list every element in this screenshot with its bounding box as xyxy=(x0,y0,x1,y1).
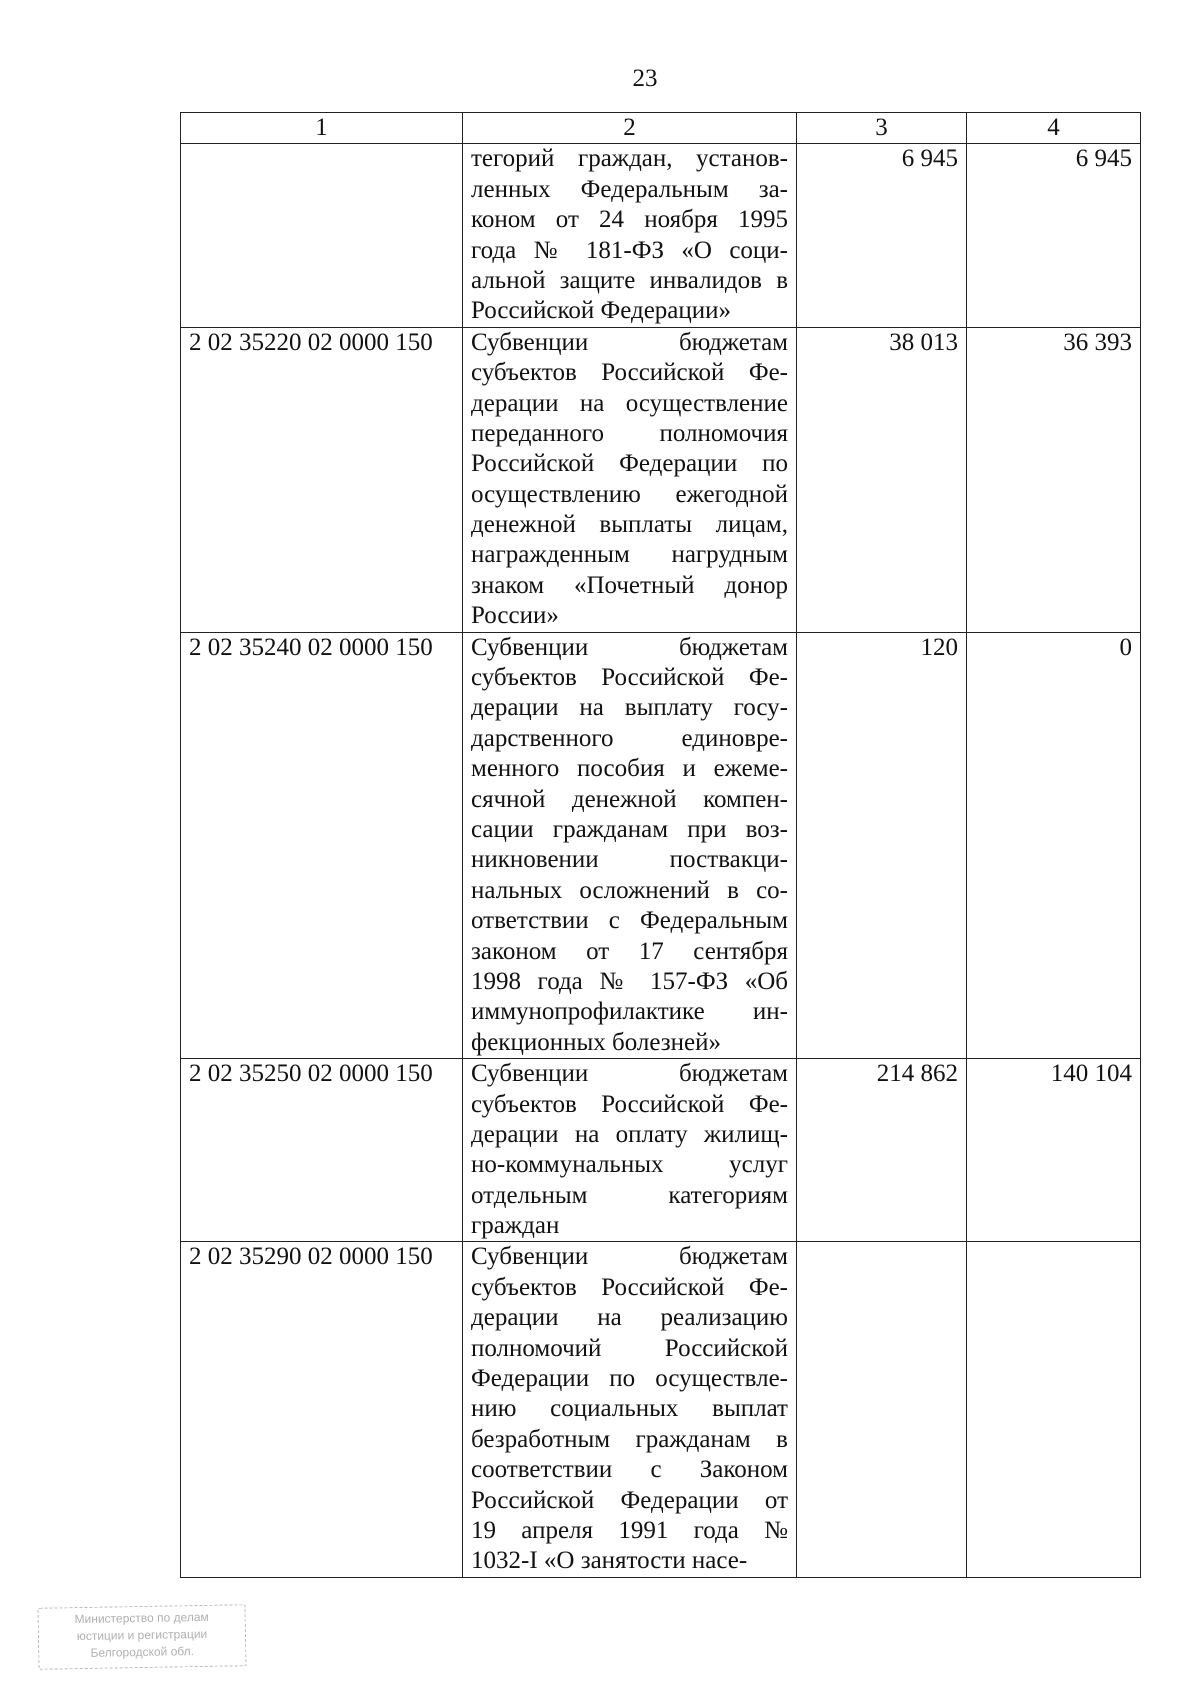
table-row xyxy=(181,327,1141,632)
table-body xyxy=(181,144,1141,1577)
description-line: Субвенции бюджетам xyxy=(471,1243,788,1271)
amount-cell-col4: 0 xyxy=(967,632,1141,1058)
description-line: граждан xyxy=(471,1212,560,1240)
description-line: Российской Федерации от xyxy=(471,1486,788,1514)
registration-stamp xyxy=(37,1604,246,1670)
description-line: года № 181-ФЗ «О соци- xyxy=(471,236,788,264)
amount-cell-col4: 6 945 xyxy=(967,144,1141,327)
description-line: денежной выплаты лицам, xyxy=(471,511,788,539)
stamp-line: Министерство по делам xyxy=(74,1609,209,1627)
description-line: но-коммунальных услуг xyxy=(471,1151,788,1179)
amount-cell-col3: 6 945 xyxy=(797,144,967,327)
amount-cell-col3 xyxy=(797,1242,967,1577)
description-line: знаком «Почетный донор xyxy=(471,571,788,599)
description-line: дерации на оплату жилищ- xyxy=(471,1120,788,1148)
description-line: Российской Федерации по xyxy=(471,450,788,478)
description-line: субъектов Российской Фе- xyxy=(471,1090,788,1118)
budget-code-cell: 2 02 35240 02 0000 150 xyxy=(181,632,463,1058)
description-line: ленных Федеральным за- xyxy=(471,175,788,203)
description-line: Субвенции бюджетам xyxy=(471,633,788,661)
description-cell xyxy=(463,1059,797,1242)
table-row xyxy=(181,632,1141,1058)
budget-table xyxy=(180,112,1141,1578)
table-row xyxy=(181,1059,1141,1242)
stamp-line: юстиции и регистрации xyxy=(76,1626,208,1644)
description-line: награжденным нагрудным xyxy=(471,541,788,569)
description-line: коном от 24 ноября 1995 xyxy=(471,206,788,234)
description-cell xyxy=(463,144,797,327)
description-cell xyxy=(463,1242,797,1577)
description-line: России» xyxy=(471,602,559,630)
amount-cell-col4 xyxy=(967,1242,1141,1577)
amount-cell-col4: 140 104 xyxy=(967,1059,1141,1242)
description-line: осуществлению ежегодной xyxy=(471,480,788,508)
budget-code-cell: 2 02 35220 02 0000 150 xyxy=(181,327,463,632)
description-line: субъектов Российской Фе- xyxy=(471,359,788,387)
description-line: субъектов Российской Фе- xyxy=(471,664,788,692)
description-line: тегорий граждан, установ- xyxy=(471,145,788,173)
stamp-line: Белгородской обл. xyxy=(90,1644,195,1660)
amount-cell-col3: 120 xyxy=(797,632,967,1058)
budget-code-cell xyxy=(181,144,463,327)
description-line: безработным гражданам в xyxy=(471,1425,788,1453)
description-line: 1998 года № 157-ФЗ «Об xyxy=(471,967,788,995)
description-line: Субвенции бюджетам xyxy=(471,328,788,356)
description-line: нальных осложнений в со- xyxy=(471,876,788,904)
header-cell-1: 1 xyxy=(181,113,463,144)
budget-code-cell: 2 02 35290 02 0000 150 xyxy=(181,1242,463,1577)
table-row xyxy=(181,144,1141,327)
description-line: никновении поствакци- xyxy=(471,846,788,874)
page-number: 23 xyxy=(632,65,658,92)
description-line: сации гражданам при воз- xyxy=(471,816,788,843)
description-line: субъектов Российской Фе- xyxy=(471,1273,788,1301)
description-line: полномочий Российской xyxy=(471,1334,788,1362)
description-line: дерации на осуществление xyxy=(471,389,788,417)
description-line: иммунопрофилактике ин- xyxy=(471,998,788,1026)
description-line: Российской Федерации» xyxy=(471,297,732,325)
description-line: Федерации по осуществле- xyxy=(471,1365,788,1393)
amount-cell-col3: 38 013 xyxy=(797,327,967,632)
header-cell-3: 3 xyxy=(797,113,967,144)
header-row xyxy=(181,113,1141,144)
amount-cell-col3: 214 862 xyxy=(797,1059,967,1242)
description-line: сячной денежной компен- xyxy=(471,785,788,813)
description-line: законом от 17 сентября xyxy=(471,937,788,965)
description-line: 1032-I «О занятости насе- xyxy=(471,1547,748,1575)
description-line: 19 апреля 1991 года № xyxy=(471,1516,788,1544)
description-line: дерации на выплату госу- xyxy=(471,694,788,722)
description-line: ответствии с Федеральным xyxy=(471,907,788,935)
description-line: соответствии с Законом xyxy=(471,1456,788,1484)
description-line: Субвенции бюджетам xyxy=(471,1060,788,1088)
description-line: дарственного единовре- xyxy=(471,724,788,752)
description-line: фекционных болезней» xyxy=(471,1028,721,1056)
description-cell xyxy=(463,632,797,1058)
header-cell-2: 2 xyxy=(463,113,797,144)
description-line: дерации на реализацию xyxy=(471,1304,788,1332)
header-cell-4: 4 xyxy=(967,113,1141,144)
budget-code-cell: 2 02 35250 02 0000 150 xyxy=(181,1059,463,1242)
description-cell xyxy=(463,327,797,632)
table-row xyxy=(181,1242,1141,1577)
description-line: нию социальных выплат xyxy=(471,1395,788,1423)
description-line: альной защите инвалидов в xyxy=(471,266,788,294)
amount-cell-col4: 36 393 xyxy=(967,327,1141,632)
description-line: менного пособия и ежеме- xyxy=(471,755,788,783)
description-line: переданного полномочия xyxy=(471,419,788,447)
description-line: отдельным категориям xyxy=(471,1181,788,1209)
